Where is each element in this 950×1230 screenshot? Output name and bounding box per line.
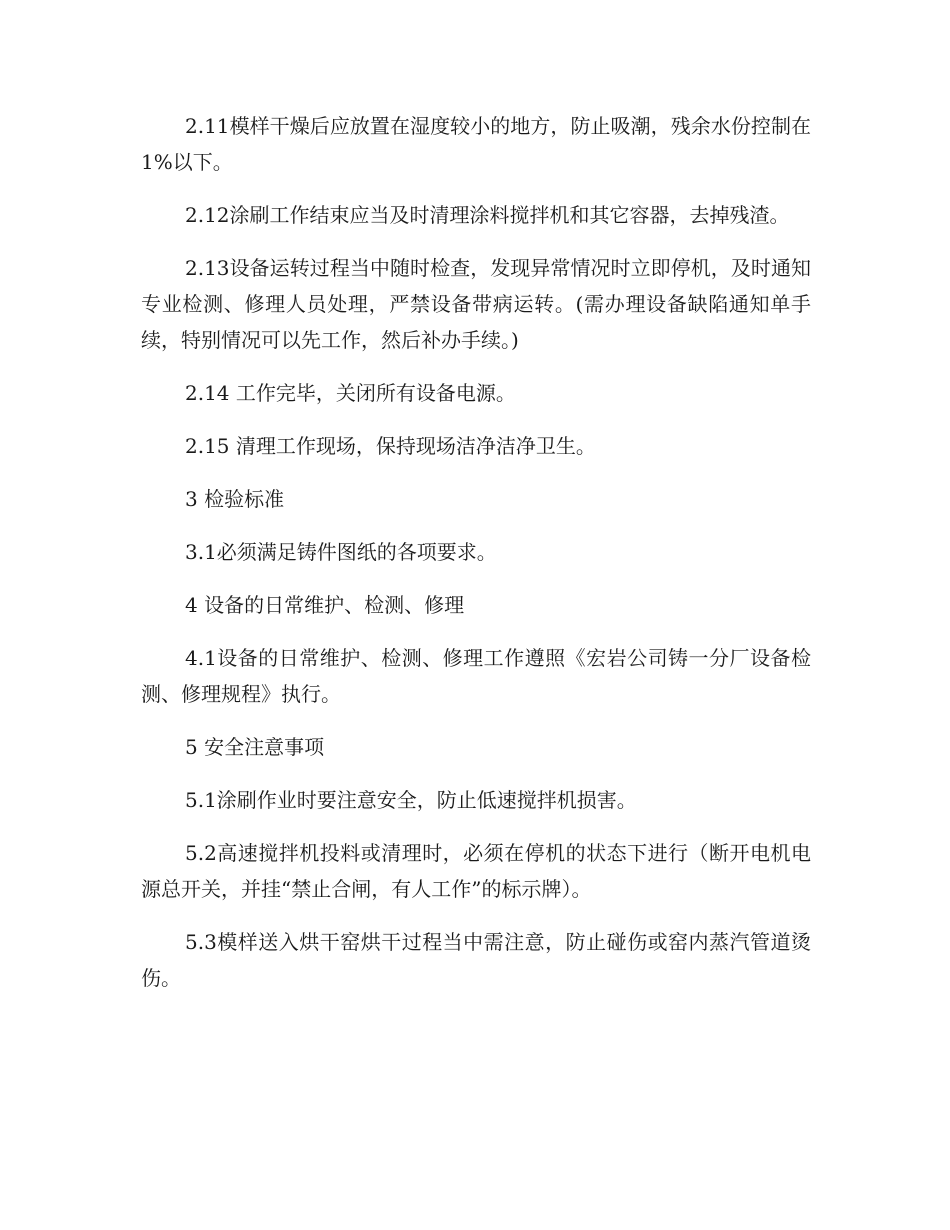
heading-section-3: 3 检验标准 bbox=[185, 487, 285, 511]
heading-section-4: 4 设备的日常维护、检测、修理 bbox=[185, 593, 465, 617]
document-body bbox=[141, 108, 811, 1013]
paragraph-2-11: 2.11模样干燥后应放置在湿度较小的地方，防止吸潮，残余水份控制在1%以下。 bbox=[141, 114, 811, 174]
paragraph-2-15: 2.15 清理工作现场，保持现场洁净洁净卫生。 bbox=[185, 434, 596, 458]
paragraph-2-12: 2.12涂刷工作结束应当及时清理涂料搅拌机和其它容器，去掉残渣。 bbox=[185, 203, 790, 227]
paragraph-2-14: 2.14 工作完毕，关闭所有设备电源。 bbox=[185, 381, 516, 405]
paragraph-2-13: 2.13设备运转过程当中随时检查，发现异常情况时立即停机，及时通知专业检测、修理人员处理，严禁设备带病运转。(需办理设备缺陷通知单手续，特别情况可以先工作，然后补办手续。) bbox=[141, 256, 811, 352]
paragraph-5-3: 5.3模样送入烘干窑烘干过程当中需注意，防止碰伤或窑内蒸汽管道烫伤。 bbox=[141, 930, 811, 990]
heading-section-5: 5 安全注意事项 bbox=[185, 735, 325, 759]
paragraph-5-2: 5.2高速搅拌机投料或清理时，必须在停机的状态下进行（断开电机电源总开关，并挂“禁止合闸，有人工作”的标示牌）。 bbox=[141, 841, 811, 901]
paragraph-5-1: 5.1涂刷作业时要注意安全，防止低速搅拌机损害。 bbox=[185, 788, 637, 812]
paragraph-4-1: 4.1设备的日常维护、检测、修理工作遵照《宏岩公司铸一分厂设备检测、修理规程》执行。 bbox=[141, 646, 811, 706]
paragraph-3-1: 3.1必须满足铸件图纸的各项要求。 bbox=[185, 540, 497, 564]
